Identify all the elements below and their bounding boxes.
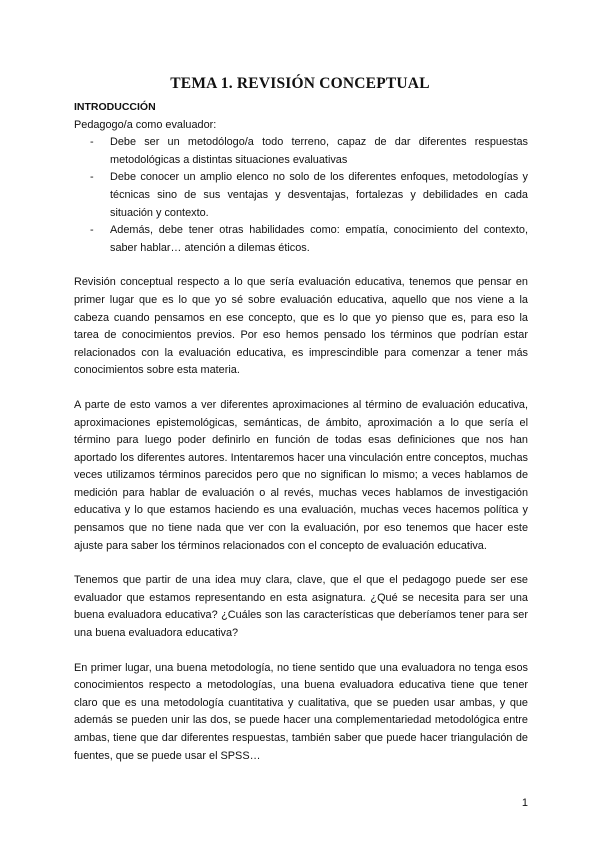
paragraph: A parte de esto vamos a ver diferentes aproximaciones al término de evaluación educativa, aproximaciones epistemológicas, semánticas, de ámbito, aproximación a lo que sería el término para luego poder definirlo en función de todas esas definiciones que nos han aportado los diferentes autores. Intentaremos hacer una vinculación entre conceptos, muchas veces utilizamos términos parecidos pero que no significan lo mismo; a veces hablamos de medición para hablar de evaluación o al revés, muchas veces hablamos de investigación educativa y lo que estamos haciendo es una evaluación, muchas veces hacemos política y pensamos que no tiene nada que ver con la evaluación, por eso tenemos que hacer este ajuste para saber los términos relacionados con el concepto de evaluación educativa. [74,398,528,552]
section-heading: INTRODUCCIÓN [74,101,156,113]
paragraph: En primer lugar, una buena metodología, no tiene sentido que una evaluadora no tenga esos conocimientos respecto a metodologías, una buena evaluadora educativa tiene que tener claro que es una metodología cuantitativa y cualitativa, que se pueden usar ambas, y que además se pueden unir las dos, se puede hacer una complementariedad metodológica entre ambas, tiene que dar diferentes respuestas, también saber que puede hacer triangulación de fuentes, que se puede usar el SPSS… [74,661,528,762]
paragraph: Revisión conceptual respecto a lo que sería evaluación educativa, tenemos que pensar en primer lugar que es lo que yo sé sobre evaluación educativa, aquello que nos viene a la cabeza cuando pensamos en ese concepto, que es lo que yo pienso que es, para eso la tarea de conocimientos previos. Por eso hemos pensado los términos que podrían estar relacionados con la evaluación educativa, es imprescindible para comenzar a tener más conocimientos sobre esta materia. [74,276,528,377]
list-item: - Además, debe tener otras habilidades como: empatía, conocimiento del contexto, saber hablar… atención a dilemas éticos. [110,222,528,257]
document-title: TEMA 1. REVISIÓN CONCEPTUAL [170,75,430,92]
list-item: - Debe ser un metodólogo/a todo terreno, capaz de dar diferentes respuestas metodológicas a distintas situaciones evaluativas [110,134,528,169]
document-body [74,99,528,765]
intro-line: Pedagogo/a como evaluador: [74,118,217,131]
list-item: - Debe conocer un amplio elenco no solo de los diferentes enfoques, metodologías y técnicas sino de sus ventajas y desventajas, fortalezas y debilidades en cada situación y contexto. [110,169,528,222]
page-number: 1 [521,797,528,809]
paragraph: Tenemos que partir de una idea muy clara, clave, que el que el pedagogo puede ser ese evaluador que estamos representando en esta asignatura. ¿Qué se necesita para ser una buena evaluadora educativa? ¿Cuáles son las características que deberíamos tener para ser una buena evaluadora educativa? [74,574,528,640]
evaluator-requirements-list [74,134,528,257]
